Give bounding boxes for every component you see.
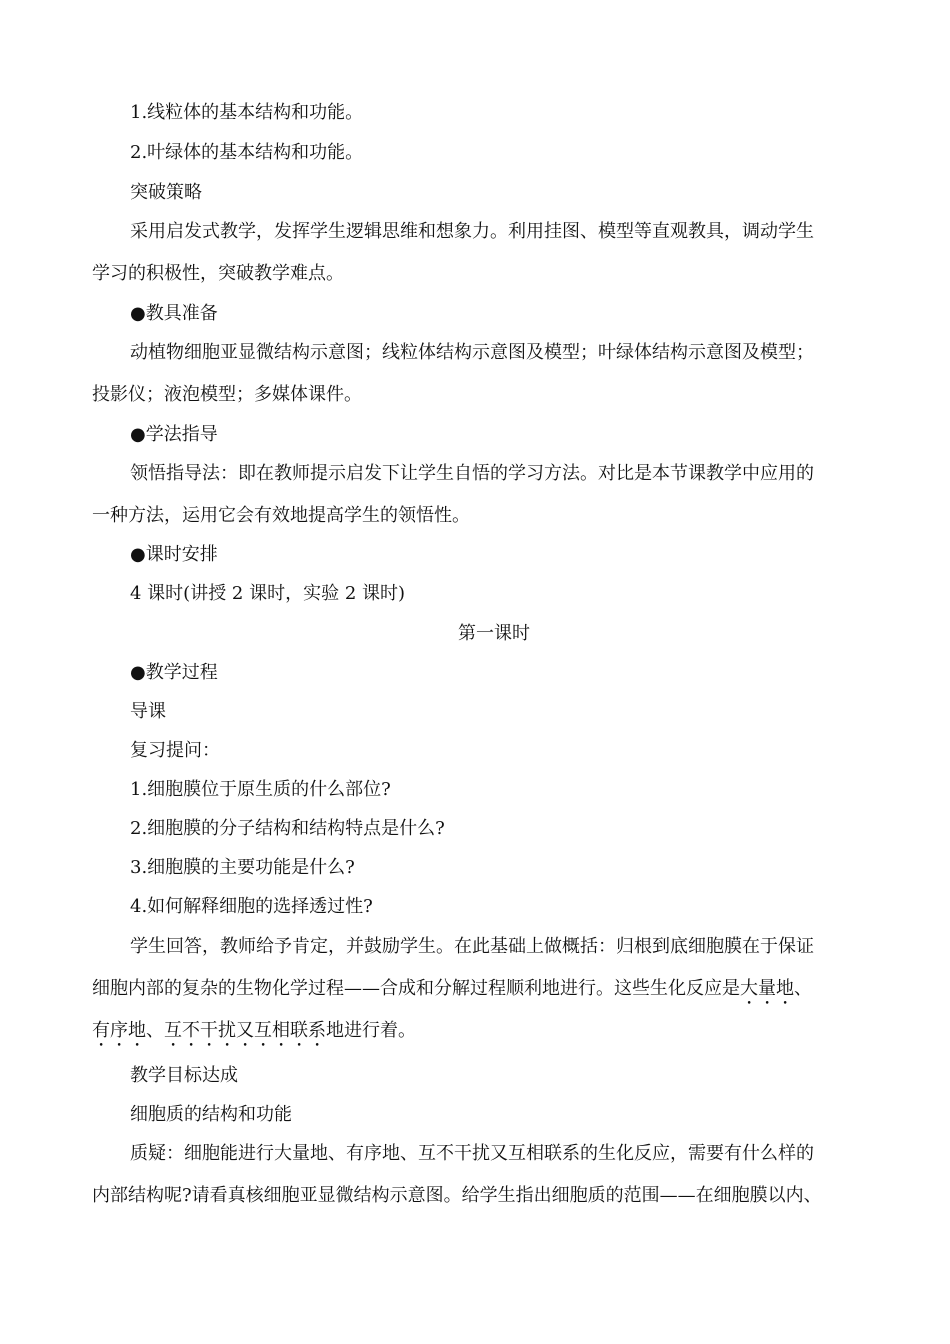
question-1: 1.细胞膜位于原生质的什么部位? (130, 779, 391, 800)
question-3: 3.细胞膜的主要功能是什么? (130, 857, 355, 878)
emphasized-text: 有序地 (92, 1020, 146, 1041)
paragraph-summary-line-2 (92, 977, 812, 1009)
section-heading-strategy: 突破策略 (130, 182, 202, 203)
section-heading-goals: 教学目标达成 (130, 1065, 238, 1086)
section-heading-schedule: ●课时安排 (130, 544, 218, 565)
paragraph-method-line-2: 一种方法，运用它会有效地提高学生的领悟性。 (92, 505, 470, 526)
paragraph-question-line-2: 内部结构呢?请看真核细胞亚显微结构示意图。给学生指出细胞质的范围——在细胞膜以内、 (92, 1185, 822, 1206)
question-4: 4.如何解释细胞的选择透过性? (130, 896, 373, 917)
separator-text: 、 (146, 1020, 164, 1041)
summary-text: 地进行着。 (326, 1020, 416, 1041)
paragraph-summary-line-3 (92, 1019, 416, 1051)
summary-text: 细胞内部的复杂的生物化学过程——合成和分解过程顺利地进行。这些生化反应是 (92, 978, 740, 999)
emphasized-text: 互不干扰又互相联系 (164, 1020, 326, 1041)
emphasized-text: 大量地、 (740, 978, 812, 999)
paragraph-question-line-1: 质疑：细胞能进行大量地、有序地、互不干扰又互相联系的生化反应，需要有什么样的 (130, 1143, 814, 1164)
subheading-intro: 导课 (130, 701, 166, 722)
objective-1: 1.线粒体的基本结构和功能。 (130, 102, 364, 123)
section-heading-method: ●学法指导 (130, 424, 218, 445)
paragraph-materials-line-2: 投影仪；液泡模型；多媒体课件。 (92, 384, 362, 405)
question-2: 2.细胞膜的分子结构和结构特点是什么? (130, 818, 445, 839)
schedule-text: 4 课时(讲授 2 课时，实验 2 课时) (130, 583, 406, 604)
paragraph-materials-line-1: 动植物细胞亚显微结构示意图；线粒体结构示意图及模型；叶绿体结构示意图及模型； (130, 342, 814, 363)
subheading-cytoplasm: 细胞质的结构和功能 (130, 1104, 292, 1125)
paragraph-strategy-line-1: 采用启发式教学，发挥学生逻辑思维和想象力。利用挂图、模型等直观教具，调动学生 (130, 221, 814, 242)
review-questions-label: 复习提问： (130, 740, 220, 761)
objective-2: 2.叶绿体的基本结构和功能。 (130, 142, 364, 163)
section-heading-process: ●教学过程 (130, 662, 218, 683)
section-heading-materials: ●教具准备 (130, 303, 218, 324)
lesson-title: 第一课时 (458, 623, 530, 644)
paragraph-method-line-1: 领悟指导法：即在教师提示启发下让学生自悟的学习方法。对比是本节课教学中应用的 (130, 463, 814, 484)
paragraph-summary-line-1: 学生回答，教师给予肯定，并鼓励学生。在此基础上做概括：归根到底细胞膜在于保证 (130, 936, 814, 957)
paragraph-strategy-line-2: 学习的积极性，突破教学难点。 (92, 263, 344, 284)
